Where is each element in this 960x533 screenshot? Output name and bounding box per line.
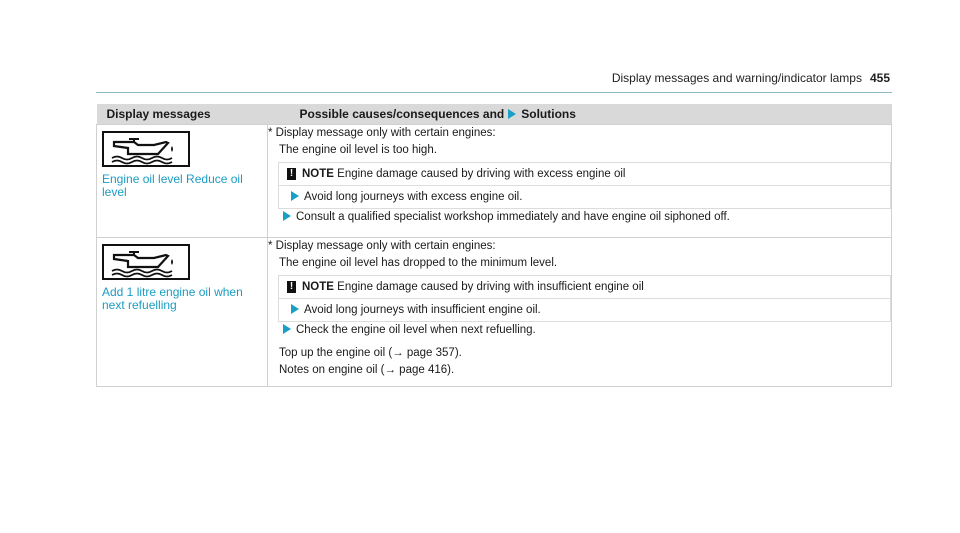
page-number: 455 <box>869 71 890 85</box>
note-text: Engine damage caused by driving with excess engine oil <box>337 168 626 180</box>
running-head-title: Display messages and warning/indicator lamps <box>611 71 862 85</box>
footnote-text: * Display message only with certain engines: <box>268 127 496 139</box>
solution-cell <box>268 125 892 238</box>
note-box <box>278 275 891 322</box>
action-arrow-icon <box>283 211 291 221</box>
col-header-causes: Possible causes/consequences and <box>299 107 505 121</box>
table-header-row <box>97 104 892 125</box>
display-messages-table <box>96 104 892 387</box>
arrow-icon <box>508 109 516 119</box>
message-cell <box>97 125 268 238</box>
action-arrow-icon <box>291 304 299 314</box>
engine-oil-level-icon <box>102 131 190 167</box>
solution-text: Check the engine oil level when next refuelling. <box>296 324 536 336</box>
table-row <box>97 125 892 238</box>
solution-step <box>268 322 891 339</box>
display-message-text: Add 1 litre engine oil when next refuelling <box>102 285 243 312</box>
action-arrow-icon <box>283 324 291 334</box>
note-row <box>279 163 890 185</box>
col-header-messages: Display messages <box>97 104 268 125</box>
note-label: NOTE <box>302 168 334 180</box>
note-action-text: Avoid long journeys with excess engine oil. <box>304 191 523 203</box>
solution-step <box>268 209 891 226</box>
page-reference[interactable]: Top up the engine oil (→ page 357). <box>279 347 462 359</box>
header-rule <box>96 92 892 93</box>
note-action-row <box>279 298 890 321</box>
warning-icon: ! <box>287 168 296 180</box>
cause-text: The engine oil level has dropped to the minimum level. <box>279 257 558 269</box>
note-text: Engine damage caused by driving with insufficient engine oil <box>337 281 644 293</box>
display-message-text: Engine oil level Reduce oil level <box>102 172 243 199</box>
solution-text: Consult a qualified specialist workshop immediately and have engine oil siphoned off. <box>296 211 730 223</box>
note-action-row <box>279 185 890 208</box>
table-row <box>97 238 892 387</box>
footnote-text: * Display message only with certain engines: <box>268 240 496 252</box>
running-head <box>612 71 890 85</box>
action-arrow-icon <box>291 191 299 201</box>
note-action-text: Avoid long journeys with insufficient engine oil. <box>304 304 541 316</box>
solution-cell <box>268 238 892 387</box>
note-label: NOTE <box>302 281 334 293</box>
col-header-solutions-label: Solutions <box>521 107 576 121</box>
engine-oil-level-icon <box>102 244 190 280</box>
message-cell <box>97 238 268 387</box>
note-row <box>279 276 890 298</box>
note-box <box>278 162 891 209</box>
cause-text: The engine oil level is too high. <box>279 144 437 156</box>
warning-icon: ! <box>287 281 296 293</box>
page-reference[interactable]: Notes on engine oil (→ page 416). <box>279 364 455 376</box>
col-header-solutions <box>268 104 892 125</box>
